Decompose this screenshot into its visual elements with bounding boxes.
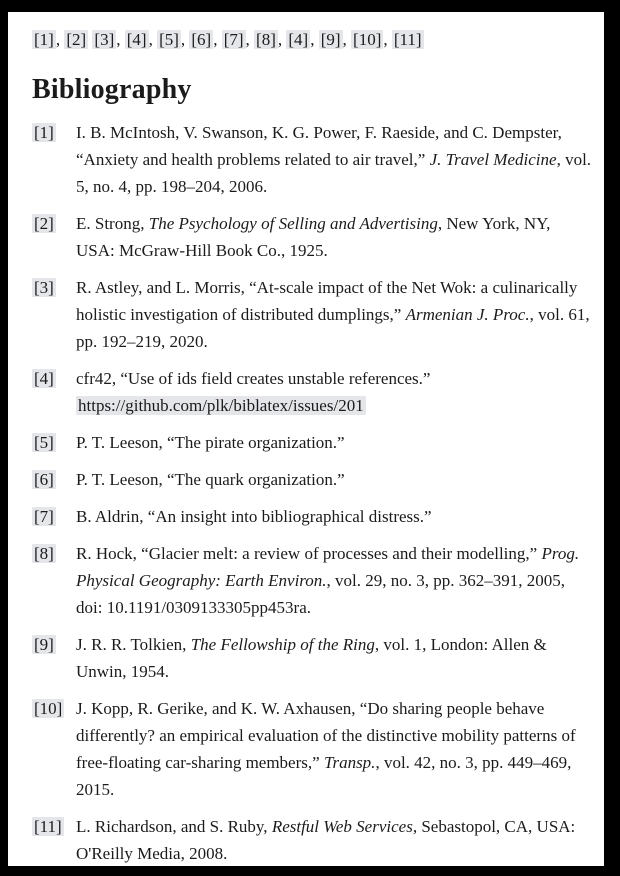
citation-link[interactable]: [2] [66,30,87,49]
reference-item [32,119,592,200]
reference-text-segment: J. Kopp, R. Gerike, and K. W. Axhausen, “Do sharing people behave differently? an empirical evaluation of the distinctive mobility patterns of free-floating car-sharing members,” [76,699,576,773]
reference-item [32,695,592,803]
reference-title-italic: Transp. [323,753,376,773]
citation-link[interactable]: [5] [159,30,179,49]
reference-label-box[interactable]: [1] [34,123,54,143]
reference-item [32,365,592,419]
reference-text [76,631,592,685]
reference-text-segment: , vol. 1, London: Allen & Unwin, 1954. [76,635,547,682]
reference-text-segment: R. Hock, “Glacier melt: a review of processes and their modelling,” [76,544,542,564]
reference-list [32,119,592,866]
reference-title-italic: The Psychology of Selling and Advertising [148,214,438,234]
reference-text-segment: B. Aldrin, “An insight into bibliographical distress.” [76,507,432,527]
reference-item [32,274,592,355]
reference-title-italic: The Fellowship of the Ring [190,635,375,655]
reference-label[interactable] [32,119,76,200]
reference-text-segment: P. T. Leeson, “The pirate organization.” [76,433,345,453]
reference-text-segment: , vol. 42, no. 3, pp. 449–469, 2015. [76,753,572,800]
reference-url-link[interactable]: https://github.com/plk/biblatex/issues/201 [78,396,364,416]
reference-item [32,503,592,530]
citation-link[interactable]: [8] [256,30,276,49]
reference-text-segment: , vol. 5, no. 4, pp. 198–204, 2006. [76,150,592,197]
citation-link[interactable]: [10] [353,30,382,49]
bibliography-heading: Bibliography [32,74,192,105]
reference-text [76,466,592,493]
reference-label[interactable] [32,631,76,685]
reference-label-box[interactable]: [4] [34,369,54,389]
reference-label-box[interactable]: [5] [34,433,54,453]
citation-link[interactable]: [4] [126,30,147,49]
reference-label-box[interactable]: [8] [34,544,54,564]
citation-link[interactable]: [9] [320,30,341,49]
reference-label-box[interactable]: [7] [34,507,54,527]
reference-item [32,210,592,264]
reference-text-segment: , vol. 61, pp. 192–219, 2020. [76,305,590,352]
reference-item [32,813,592,866]
reference-label-box[interactable]: [9] [34,635,54,655]
reference-label-box[interactable]: [2] [34,214,54,234]
reference-text-segment: P. T. Leeson, “The quark organization.” [76,470,345,490]
reference-text [76,540,592,621]
reference-title-italic: Restful Web Services [271,817,413,837]
reference-text [76,695,592,803]
reference-label[interactable] [32,813,76,866]
reference-text-segment: cfr42, “Use of ids field creates unstable references.” [76,369,431,389]
reference-item [32,466,592,493]
reference-text-segment: , vol. 29, no. 3, pp. 362–391, 2005, doi: 10.1191/0309133305pp453ra. [76,571,566,618]
reference-text-segment: R. Astley, and L. Morris, “At-scale impact of the Net Wok: a culinarically holistic investigation of distributed dumplings,” [76,278,578,325]
citation-link[interactable]: [1] [34,30,54,49]
reference-text [76,813,592,866]
reference-text [76,365,592,419]
reference-title-italic: J. Travel Medicine [429,150,557,170]
reference-item [32,540,592,621]
reference-label-box[interactable]: [6] [34,470,54,490]
reference-text [76,429,592,456]
reference-text [76,274,592,355]
reference-label[interactable] [32,695,76,803]
reference-label-box[interactable]: [11] [34,817,62,837]
citation-link[interactable]: [11] [393,30,422,49]
reference-label-box[interactable]: [3] [34,278,54,298]
citation-link[interactable]: [7] [223,30,244,49]
reference-label-box[interactable]: [10] [34,699,63,719]
reference-label[interactable] [32,274,76,355]
reference-label[interactable] [32,365,76,419]
citation-line: [1] , [2] [3] , [4] , [5] , [6] , [7] , [8] , [4] , [9] , [10] , [11] [34,30,422,49]
reference-text-segment: L. Richardson, and S. Ruby, [76,817,272,837]
reference-text [76,503,592,530]
citation-link[interactable]: [4] [288,30,309,49]
reference-text [76,119,592,200]
reference-text-segment: , New York, NY, USA: McGraw-Hill Book Co., 1925. [76,214,551,261]
reference-text-segment: E. Strong, [76,214,149,234]
citation-link[interactable]: [3] [94,30,115,49]
reference-item [32,631,592,685]
document-page [8,12,604,866]
reference-label[interactable] [32,540,76,621]
reference-title-italic: Prog. Physical Geography: Earth Environ. [76,544,580,591]
reference-text-segment: , Sebastopol, CA, USA: O'Reilly Media, 2008. [76,817,576,864]
reference-label[interactable] [32,503,76,530]
reference-item [32,429,592,456]
reference-label[interactable] [32,466,76,493]
reference-text [76,210,592,264]
reference-text-segment: J. R. R. Tolkien, [76,635,191,655]
reference-label[interactable] [32,210,76,264]
citation-link[interactable]: [6] [191,30,212,49]
reference-text-segment: I. B. McIntosh, V. Swanson, K. G. Power, F. Raeside, and C. Dempster, “Anxiety and health problems related to air travel,” [76,123,562,170]
reference-label[interactable] [32,429,76,456]
reference-title-italic: Armenian J. Proc. [405,305,530,325]
